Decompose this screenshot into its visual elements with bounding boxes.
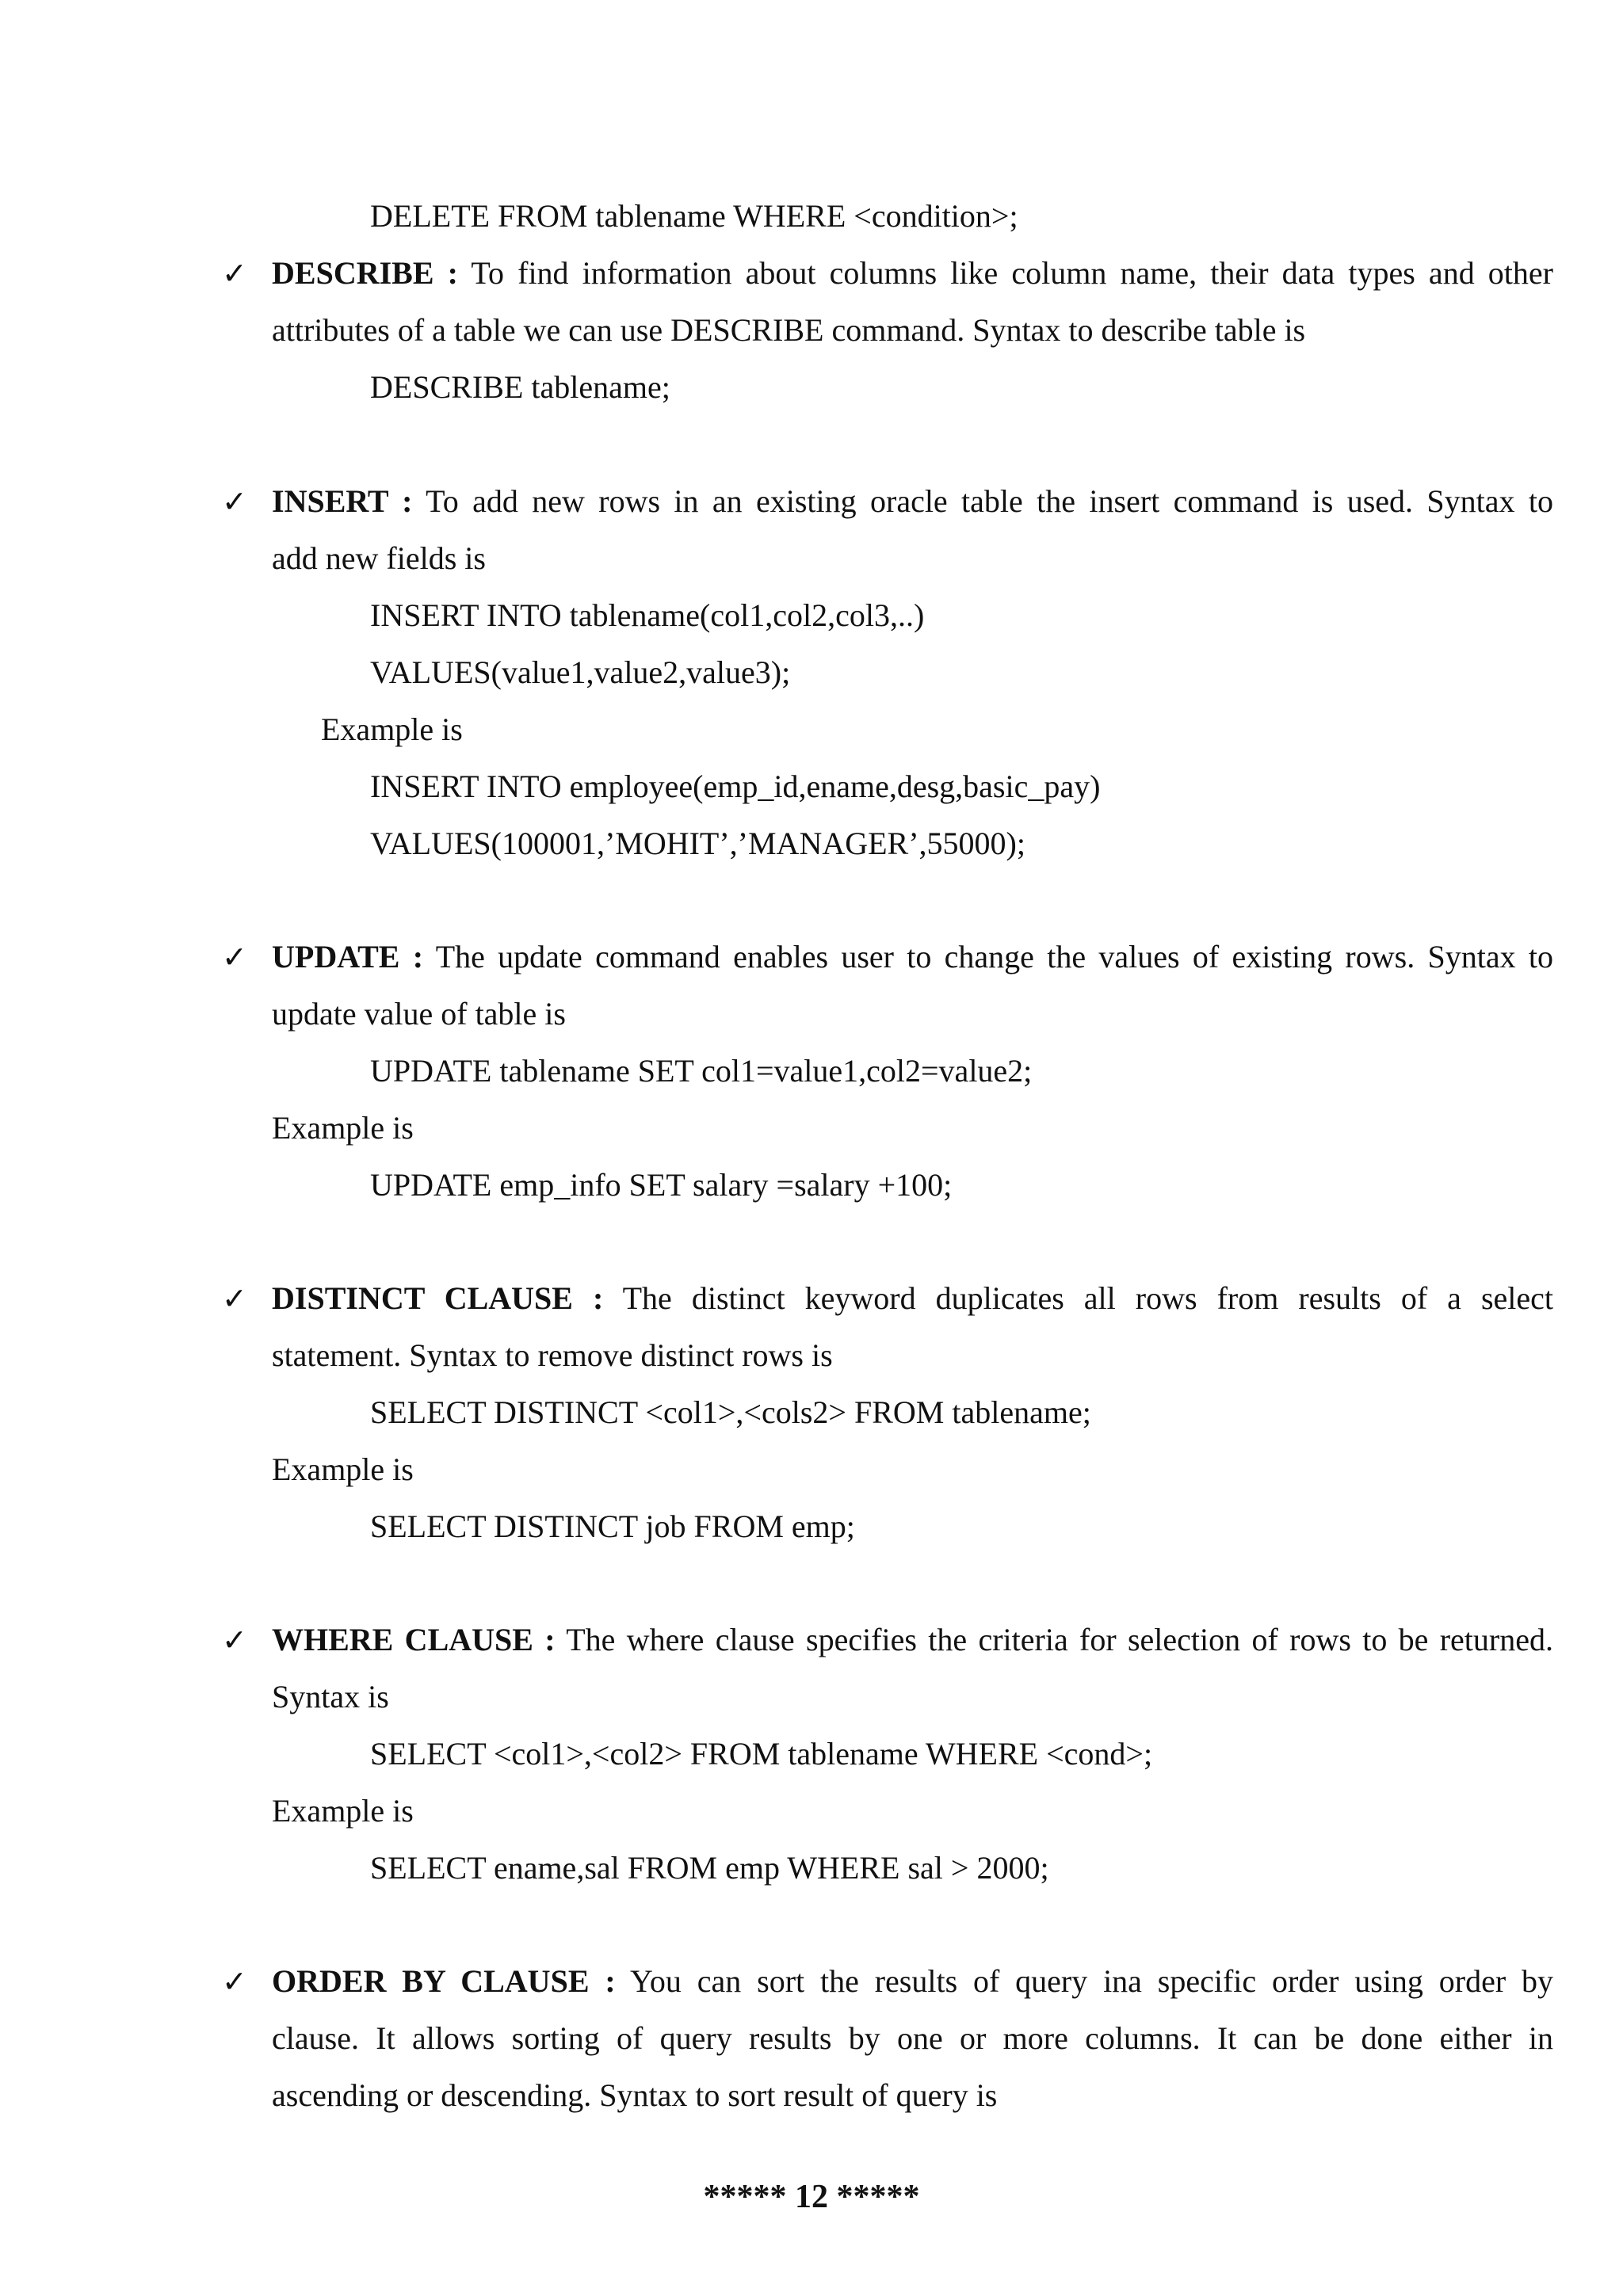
describe-paragraph-line-2: attributes of a table we can use DESCRIBE command. Syntax to describe table is — [272, 312, 1306, 348]
describe-label: DESCRIBE : — [272, 255, 458, 291]
where-example-label: Example is — [272, 1793, 414, 1829]
distinct-syntax: SELECT DISTINCT <col1>,<cols2> FROM tablename; — [370, 1394, 1091, 1430]
where-syntax: SELECT <col1>,<col2> FROM tablename WHERE <cond>; — [370, 1736, 1153, 1772]
orderby-paragraph-line-3: ascending or descending. Syntax to sort result of query is — [272, 2077, 998, 2113]
update-example-label: Example is — [272, 1110, 414, 1146]
describe-syntax: DESCRIBE tablename; — [370, 369, 670, 405]
checkmark-icon: ✓ — [222, 256, 247, 291]
distinct-paragraph-line-2: statement. Syntax to remove distinct rows is — [272, 1337, 833, 1373]
update-example: UPDATE emp_info SET salary =salary +100; — [370, 1167, 953, 1203]
update-syntax: UPDATE tablename SET col1=value1,col2=value2; — [370, 1053, 1033, 1089]
where-paragraph-line-2: Syntax is — [272, 1679, 389, 1714]
page-number-footer: ***** 12 ***** — [703, 2179, 920, 2215]
insert-paragraph-line-1 — [272, 482, 1553, 521]
insert-example-line-2: VALUES(100001,’MOHIT’,’MANAGER’,55000); — [370, 826, 1025, 861]
where-label: WHERE CLAUSE : — [272, 1622, 556, 1657]
insert-label: INSERT : — [272, 483, 413, 519]
checkmark-icon: ✓ — [222, 484, 247, 519]
update-paragraph-line-2: update value of table is — [272, 996, 566, 1032]
delete-syntax: DELETE FROM tablename WHERE <condition>; — [370, 198, 1018, 234]
checkmark-icon: ✓ — [222, 1623, 247, 1657]
distinct-label: DISTINCT CLAUSE : — [272, 1280, 604, 1316]
insert-syntax-line-1: INSERT INTO tablename(col1,col2,col3,..) — [370, 597, 925, 633]
describe-text: To find information about columns like column name, their data types and other — [471, 255, 1553, 291]
update-paragraph-line-1 — [272, 937, 1553, 977]
orderby-paragraph-line-2: clause. It allows sorting of query results by one or more columns. It can be done either in — [272, 2020, 1553, 2056]
distinct-example-label: Example is — [272, 1451, 414, 1487]
where-example: SELECT ename,sal FROM emp WHERE sal > 2000; — [370, 1850, 1049, 1886]
checkmark-icon: ✓ — [222, 1964, 247, 1999]
insert-example-line-1: INSERT INTO employee(emp_id,ename,desg,basic_pay) — [370, 769, 1101, 804]
distinct-text: The distinct keyword duplicates all rows from results of a select — [622, 1280, 1554, 1316]
insert-syntax-line-2: VALUES(value1,value2,value3); — [370, 654, 791, 690]
distinct-paragraph-line-1 — [272, 1279, 1553, 1318]
orderby-text: You can sort the results of query ina specific order using order by — [630, 1963, 1554, 1999]
describe-paragraph-line-1 — [272, 254, 1553, 293]
distinct-example: SELECT DISTINCT job FROM emp; — [370, 1508, 855, 1544]
insert-example-label: Example is — [321, 711, 463, 747]
insert-paragraph-line-2: add new fields is — [272, 540, 486, 576]
orderby-label: ORDER BY CLAUSE : — [272, 1963, 616, 1999]
where-paragraph-line-1 — [272, 1620, 1553, 1660]
checkmark-icon: ✓ — [222, 940, 247, 974]
update-label: UPDATE : — [272, 939, 424, 974]
where-text: The where clause specifies the criteria for selection of rows to be returned. — [566, 1622, 1553, 1657]
update-text: The update command enables user to change the values of existing rows. Syntax to — [435, 939, 1554, 974]
orderby-paragraph-line-1 — [272, 1962, 1553, 2001]
checkmark-icon: ✓ — [222, 1281, 247, 1316]
insert-text: To add new rows in an existing oracle table the insert command is used. Syntax to — [426, 483, 1553, 519]
